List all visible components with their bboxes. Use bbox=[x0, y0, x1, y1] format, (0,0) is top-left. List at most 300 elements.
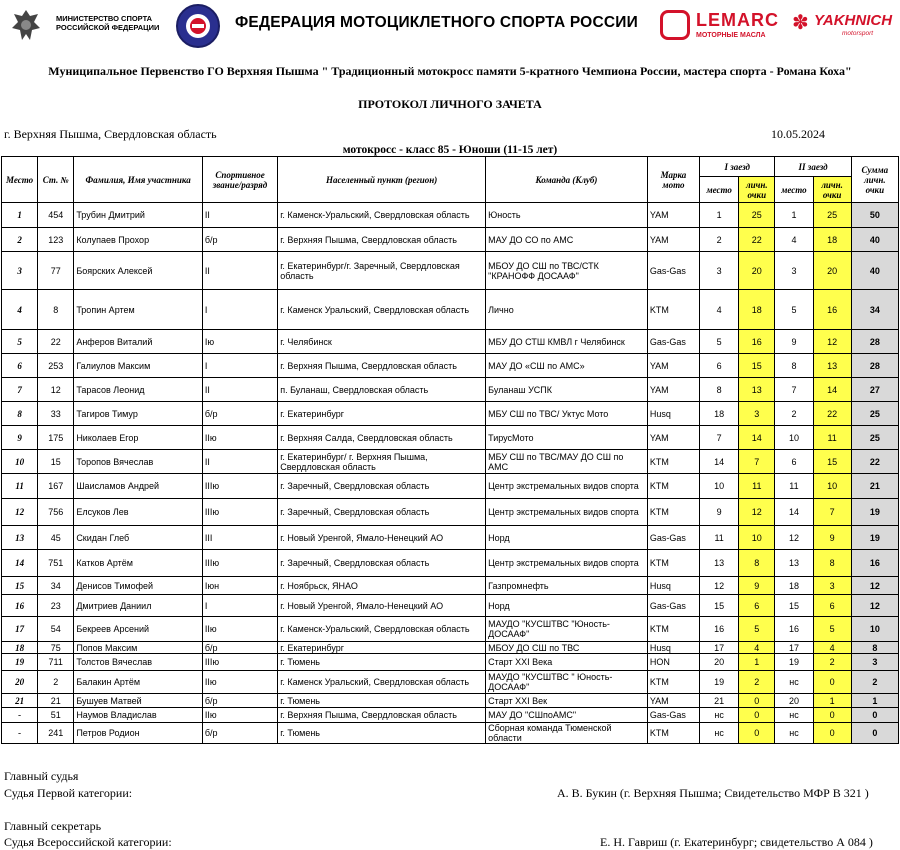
row-race1-pts: 0 bbox=[739, 694, 775, 708]
row-rank: II bbox=[202, 378, 277, 402]
row-number: 75 bbox=[38, 642, 74, 654]
row-sum: 8 bbox=[851, 642, 898, 654]
row-city: г. Верхняя Пышма, Свердловская область bbox=[278, 228, 486, 252]
row-race1-pts: 16 bbox=[739, 330, 775, 354]
row-team: Норд bbox=[486, 595, 648, 617]
row-name: Анферов Виталий bbox=[74, 330, 203, 354]
row-rank: IIю bbox=[202, 617, 277, 642]
row-bike: Husq bbox=[647, 577, 699, 595]
row-city: г. Екатеринбург/г. Заречный, Свердловская область bbox=[278, 252, 486, 290]
row-race1-pts: 2 bbox=[739, 671, 775, 694]
table-row bbox=[2, 474, 899, 499]
row-name: Наумов Владислав bbox=[74, 708, 203, 723]
row-race1-pos: нс bbox=[700, 723, 739, 744]
row-number: 167 bbox=[38, 474, 74, 499]
row-team: МБУ ДО СТШ КМВЛ г Челябинск bbox=[486, 330, 648, 354]
row-bike: KTM bbox=[647, 550, 699, 577]
row-race1-pos: 16 bbox=[700, 617, 739, 642]
event-date: 10.05.2024 bbox=[771, 127, 825, 141]
row-race1-pts: 22 bbox=[739, 228, 775, 252]
row-team: Старт XXI Век bbox=[486, 694, 648, 708]
row-bike: YAM bbox=[647, 228, 699, 252]
row-name: Тагиров Тимур bbox=[74, 402, 203, 426]
row-place: 21 bbox=[2, 694, 38, 708]
table-row bbox=[2, 723, 899, 744]
row-sum: 50 bbox=[851, 203, 898, 228]
row-bike: KTM bbox=[647, 617, 699, 642]
secretary-name: Е. Н. Гавриш (г. Екатеринбург; свидетельство А 084 ) bbox=[600, 835, 873, 849]
row-race2-pts: 9 bbox=[813, 526, 851, 550]
row-name: Балакин Артём bbox=[74, 671, 203, 694]
row-number: 23 bbox=[38, 595, 74, 617]
row-city: г. Новый Уренгой, Ямало-Ненецкий АО bbox=[278, 595, 486, 617]
chief-judge-title: Главный судья bbox=[4, 769, 79, 783]
row-number: 34 bbox=[38, 577, 74, 595]
row-place: 19 bbox=[2, 654, 38, 671]
federation-logo-icon bbox=[176, 4, 220, 48]
row-race2-pts: 20 bbox=[813, 252, 851, 290]
row-city: г. Тюмень bbox=[278, 654, 486, 671]
row-race2-pts: 5 bbox=[813, 617, 851, 642]
row-city: г. Заречный, Свердловская область bbox=[278, 499, 486, 526]
table-row bbox=[2, 577, 899, 595]
row-rank: Iю bbox=[202, 330, 277, 354]
row-race1-pts: 5 bbox=[739, 617, 775, 642]
row-bike: KTM bbox=[647, 671, 699, 694]
col-header-number: Ст. № bbox=[38, 157, 74, 203]
table-row bbox=[2, 499, 899, 526]
row-sum: 19 bbox=[851, 499, 898, 526]
row-place: 1 bbox=[2, 203, 38, 228]
row-race1-pts: 11 bbox=[739, 474, 775, 499]
row-bike: Husq bbox=[647, 642, 699, 654]
row-number: 123 bbox=[38, 228, 74, 252]
lemarc-wordmark: LEMARC bbox=[696, 10, 779, 30]
row-place: 18 bbox=[2, 642, 38, 654]
row-team: МАУДО "КУСШТВС " Юность-ДОСААФ" bbox=[486, 671, 648, 694]
table-row bbox=[2, 402, 899, 426]
row-place: 14 bbox=[2, 550, 38, 577]
row-race1-pts: 13 bbox=[739, 378, 775, 402]
row-race2-pos: 8 bbox=[775, 354, 813, 378]
row-name: Денисов Тимофей bbox=[74, 577, 203, 595]
row-number: 2 bbox=[38, 671, 74, 694]
row-race1-pts: 4 bbox=[739, 642, 775, 654]
row-city: г. Заречный, Свердловская область bbox=[278, 550, 486, 577]
yakhnich-mark-icon: ✽ bbox=[792, 12, 809, 34]
col-header-rank: Спортивное звание/разряд bbox=[202, 157, 277, 203]
results-table bbox=[1, 156, 899, 744]
row-city: г. Тюмень bbox=[278, 694, 486, 708]
row-name: Шаисламов Андрей bbox=[74, 474, 203, 499]
row-bike: Gas-Gas bbox=[647, 330, 699, 354]
row-race1-pts: 15 bbox=[739, 354, 775, 378]
row-team: ТирусМото bbox=[486, 426, 648, 450]
row-city: г. Тюмень bbox=[278, 723, 486, 744]
row-race2-pos: 16 bbox=[775, 617, 813, 642]
table-row bbox=[2, 526, 899, 550]
row-race2-pos: 13 bbox=[775, 550, 813, 577]
row-name: Торопов Вячеслав bbox=[74, 450, 203, 474]
row-name: Трубин Дмитрий bbox=[74, 203, 203, 228]
row-team: Норд bbox=[486, 526, 648, 550]
row-sum: 0 bbox=[851, 708, 898, 723]
row-rank: IIю bbox=[202, 671, 277, 694]
row-sum: 27 bbox=[851, 378, 898, 402]
row-team: МБОУ ДО СШ по ТВС bbox=[486, 642, 648, 654]
row-place: 6 bbox=[2, 354, 38, 378]
row-sum: 28 bbox=[851, 330, 898, 354]
row-place: 8 bbox=[2, 402, 38, 426]
row-name: Петров Родион bbox=[74, 723, 203, 744]
col-header-name: Фамилия, Имя участника bbox=[74, 157, 203, 203]
row-race1-pts: 12 bbox=[739, 499, 775, 526]
row-race2-pos: 12 bbox=[775, 526, 813, 550]
row-sum: 40 bbox=[851, 252, 898, 290]
row-race1-pts: 25 bbox=[739, 203, 775, 228]
row-rank: б/р bbox=[202, 723, 277, 744]
row-bike: Gas-Gas bbox=[647, 708, 699, 723]
row-bike: Gas-Gas bbox=[647, 252, 699, 290]
row-race1-pts: 0 bbox=[739, 708, 775, 723]
col-header-race2-pos: место bbox=[775, 177, 813, 203]
row-race2-pts: 14 bbox=[813, 378, 851, 402]
row-number: 756 bbox=[38, 499, 74, 526]
row-race1-pos: 2 bbox=[700, 228, 739, 252]
row-race1-pos: 6 bbox=[700, 354, 739, 378]
row-place: 7 bbox=[2, 378, 38, 402]
row-number: 15 bbox=[38, 450, 74, 474]
row-place: 11 bbox=[2, 474, 38, 499]
row-city: г. Екатеринбург/ г. Верхняя Пышма, Свердловская область bbox=[278, 450, 486, 474]
chief-judge-name: А. В. Букин (г. Верхняя Пышма; Свидетельство МФР В 321 ) bbox=[557, 786, 869, 800]
row-rank: б/р bbox=[202, 228, 277, 252]
row-race2-pts: 7 bbox=[813, 499, 851, 526]
row-race2-pts: 1 bbox=[813, 694, 851, 708]
row-sum: 19 bbox=[851, 526, 898, 550]
lemarc-mark-icon bbox=[660, 10, 690, 40]
chief-judge-category: Судья Первой категории: bbox=[4, 786, 133, 800]
row-race1-pos: 4 bbox=[700, 290, 739, 330]
table-row bbox=[2, 354, 899, 378]
row-place: 10 bbox=[2, 450, 38, 474]
row-bike: HON bbox=[647, 654, 699, 671]
row-sum: 25 bbox=[851, 402, 898, 426]
row-race2-pos: 1 bbox=[775, 203, 813, 228]
row-bike: KTM bbox=[647, 450, 699, 474]
row-place: 20 bbox=[2, 671, 38, 694]
row-number: 12 bbox=[38, 378, 74, 402]
row-race1-pts: 6 bbox=[739, 595, 775, 617]
row-number: 22 bbox=[38, 330, 74, 354]
row-race2-pos: 20 bbox=[775, 694, 813, 708]
table-row bbox=[2, 252, 899, 290]
table-row bbox=[2, 708, 899, 723]
row-city: г. Верхняя Пышма, Свердловская область bbox=[278, 708, 486, 723]
row-team: Центр экстремальных видов спорта bbox=[486, 474, 648, 499]
row-race1-pos: 12 bbox=[700, 577, 739, 595]
row-city: г. Екатеринбург bbox=[278, 402, 486, 426]
row-city: г. Екатеринбург bbox=[278, 642, 486, 654]
row-race1-pts: 18 bbox=[739, 290, 775, 330]
row-name: Боярских Алексей bbox=[74, 252, 203, 290]
row-bike: YAM bbox=[647, 354, 699, 378]
row-team: Газпромнефть bbox=[486, 577, 648, 595]
row-team: Центр экстремальных видов спорта bbox=[486, 550, 648, 577]
row-race2-pts: 12 bbox=[813, 330, 851, 354]
row-race2-pts: 8 bbox=[813, 550, 851, 577]
col-header-team: Команда (Клуб) bbox=[486, 157, 648, 203]
row-city: г. Новый Уренгой, Ямало-Ненецкий АО bbox=[278, 526, 486, 550]
row-team: МАУ ДО СО по АМС bbox=[486, 228, 648, 252]
row-bike: KTM bbox=[647, 474, 699, 499]
row-bike: Husq bbox=[647, 402, 699, 426]
row-race1-pos: нс bbox=[700, 708, 739, 723]
row-team: МАУ ДО «СШ по АМС» bbox=[486, 354, 648, 378]
row-race1-pts: 9 bbox=[739, 577, 775, 595]
row-place: 16 bbox=[2, 595, 38, 617]
row-name: Дмитриев Даниил bbox=[74, 595, 203, 617]
row-name: Бекреев Арсений bbox=[74, 617, 203, 642]
table-row bbox=[2, 617, 899, 642]
event-title: Муниципальное Первенство ГО Верхняя Пышма " Традиционный мотокросс памяти 5-кратного Чемпиона России, мастера спорта - Романа Коха" bbox=[48, 64, 852, 78]
results-body bbox=[2, 203, 899, 744]
row-team: МБОУ ДО СШ по ТВС/СТК "КРАНОФФ ДОСААФ" bbox=[486, 252, 648, 290]
yakhnich-wordmark: YAKHNICH bbox=[814, 12, 893, 29]
row-team: Лично bbox=[486, 290, 648, 330]
table-row bbox=[2, 642, 899, 654]
row-name: Николаев Егор bbox=[74, 426, 203, 450]
row-race1-pos: 21 bbox=[700, 694, 739, 708]
row-bike: Gas-Gas bbox=[647, 526, 699, 550]
row-sum: 16 bbox=[851, 550, 898, 577]
row-city: г. Ноябрьск, ЯНАО bbox=[278, 577, 486, 595]
row-rank: II bbox=[202, 252, 277, 290]
row-sum: 25 bbox=[851, 426, 898, 450]
col-header-place: Место bbox=[2, 157, 38, 203]
row-rank: II bbox=[202, 203, 277, 228]
row-race2-pos: 14 bbox=[775, 499, 813, 526]
col-header-city: Населенный пункт (регион) bbox=[278, 157, 486, 203]
row-number: 45 bbox=[38, 526, 74, 550]
row-sum: 12 bbox=[851, 595, 898, 617]
row-name: Галиулов Максим bbox=[74, 354, 203, 378]
row-race2-pos: нс bbox=[775, 671, 813, 694]
row-name: Бушуев Матвей bbox=[74, 694, 203, 708]
row-sum: 40 bbox=[851, 228, 898, 252]
row-name: Скидан Глеб bbox=[74, 526, 203, 550]
lemarc-logo bbox=[660, 10, 778, 40]
row-place: - bbox=[2, 723, 38, 744]
row-place: 12 bbox=[2, 499, 38, 526]
row-race1-pos: 5 bbox=[700, 330, 739, 354]
row-city: г. Каменск Уральский, Свердловская область bbox=[278, 290, 486, 330]
row-sum: 28 bbox=[851, 354, 898, 378]
document-title: ПРОТОКОЛ ЛИЧНОГО ЗАЧЕТА bbox=[358, 97, 542, 111]
row-city: г. Заречный, Свердловская область bbox=[278, 474, 486, 499]
row-race1-pos: 10 bbox=[700, 474, 739, 499]
class-title: мотокросс - класс 85 - Юноши (11-15 лет) bbox=[342, 144, 558, 156]
row-race1-pts: 3 bbox=[739, 402, 775, 426]
row-rank: I bbox=[202, 354, 277, 378]
row-race1-pos: 15 bbox=[700, 595, 739, 617]
row-bike: YAM bbox=[647, 378, 699, 402]
row-race2-pts: 6 bbox=[813, 595, 851, 617]
row-number: 51 bbox=[38, 708, 74, 723]
row-city: г. Верхняя Пышма, Свердловская область bbox=[278, 354, 486, 378]
row-race2-pos: 19 bbox=[775, 654, 813, 671]
row-number: 175 bbox=[38, 426, 74, 450]
table-row bbox=[2, 450, 899, 474]
row-rank: I bbox=[202, 290, 277, 330]
row-rank: III bbox=[202, 526, 277, 550]
col-header-race2-pts: личн. очки bbox=[813, 177, 851, 203]
row-place: 3 bbox=[2, 252, 38, 290]
row-sum: 10 bbox=[851, 617, 898, 642]
row-name: Толстов Вячеслав bbox=[74, 654, 203, 671]
row-rank: б/р bbox=[202, 694, 277, 708]
row-team: МБУ СШ по ТВС/ Уктус Мото bbox=[486, 402, 648, 426]
row-team: МАУ ДО "СШпоАМС" bbox=[486, 708, 648, 723]
row-race1-pos: 14 bbox=[700, 450, 739, 474]
row-race2-pts: 0 bbox=[813, 671, 851, 694]
row-team: МБУ СШ по ТВС/МАУ ДО СШ по АМС bbox=[486, 450, 648, 474]
col-header-race2: II заезд bbox=[775, 157, 851, 177]
table-row bbox=[2, 203, 899, 228]
table-header-row bbox=[2, 157, 899, 177]
row-race1-pos: 1 bbox=[700, 203, 739, 228]
table-row bbox=[2, 595, 899, 617]
row-race2-pos: 3 bbox=[775, 252, 813, 290]
table-row bbox=[2, 426, 899, 450]
col-header-sum: Сумма личн. очки bbox=[851, 157, 898, 203]
col-header-bike: Марка мото bbox=[647, 157, 699, 203]
row-number: 751 bbox=[38, 550, 74, 577]
secretary-title: Главный секретарь bbox=[4, 819, 102, 833]
row-race1-pts: 8 bbox=[739, 550, 775, 577]
row-race2-pos: 18 bbox=[775, 577, 813, 595]
row-number: 77 bbox=[38, 252, 74, 290]
row-rank: II bbox=[202, 450, 277, 474]
row-rank: IIю bbox=[202, 708, 277, 723]
row-name: Елсуков Лев bbox=[74, 499, 203, 526]
col-header-race1-pts: личн. очки bbox=[739, 177, 775, 203]
row-bike: KTM bbox=[647, 499, 699, 526]
row-place: 13 bbox=[2, 526, 38, 550]
row-race2-pos: 5 bbox=[775, 290, 813, 330]
row-place: 5 bbox=[2, 330, 38, 354]
row-race2-pts: 25 bbox=[813, 203, 851, 228]
row-race2-pts: 22 bbox=[813, 402, 851, 426]
row-race2-pts: 10 bbox=[813, 474, 851, 499]
row-sum: 12 bbox=[851, 577, 898, 595]
row-team: Старт XXI Века bbox=[486, 654, 648, 671]
row-race2-pts: 18 bbox=[813, 228, 851, 252]
row-number: 54 bbox=[38, 617, 74, 642]
row-rank: IIIю bbox=[202, 499, 277, 526]
row-bike: KTM bbox=[647, 290, 699, 330]
table-row bbox=[2, 694, 899, 708]
col-header-race1: I заезд bbox=[700, 157, 775, 177]
row-rank: б/р bbox=[202, 402, 277, 426]
ministry-label: МИНИСТЕРСТВО СПОРТА РОССИЙСКОЙ ФЕДЕРАЦИИ bbox=[56, 14, 160, 32]
row-team: МАУДО "КУСШТВС "Юность-ДОСААФ" bbox=[486, 617, 648, 642]
row-rank: IIIю bbox=[202, 550, 277, 577]
row-name: Попов Максим bbox=[74, 642, 203, 654]
row-race2-pts: 13 bbox=[813, 354, 851, 378]
row-race2-pos: 11 bbox=[775, 474, 813, 499]
row-team: Центр экстремальных видов спорта bbox=[486, 499, 648, 526]
row-bike: KTM bbox=[647, 723, 699, 744]
row-race1-pts: 7 bbox=[739, 450, 775, 474]
row-race2-pts: 16 bbox=[813, 290, 851, 330]
secretary-category: Судья Всероссийской категории: bbox=[4, 835, 172, 849]
row-rank: Iюн bbox=[202, 577, 277, 595]
row-name: Тропин Артем bbox=[74, 290, 203, 330]
row-sum: 34 bbox=[851, 290, 898, 330]
table-row bbox=[2, 290, 899, 330]
row-race2-pts: 0 bbox=[813, 723, 851, 744]
yakhnich-logo bbox=[792, 10, 897, 44]
row-race2-pos: 4 bbox=[775, 228, 813, 252]
row-city: г. Каменск Уральский, Свердловская область bbox=[278, 671, 486, 694]
row-number: 241 bbox=[38, 723, 74, 744]
row-sum: 2 bbox=[851, 671, 898, 694]
row-race2-pts: 11 bbox=[813, 426, 851, 450]
row-bike: YAM bbox=[647, 426, 699, 450]
row-race2-pts: 4 bbox=[813, 642, 851, 654]
row-race2-pos: нс bbox=[775, 708, 813, 723]
row-city: г. Каменск-Уральский, Свердловская область bbox=[278, 617, 486, 642]
row-race1-pos: 18 bbox=[700, 402, 739, 426]
row-place: - bbox=[2, 708, 38, 723]
row-race1-pts: 14 bbox=[739, 426, 775, 450]
lemarc-subtitle: МОТОРНЫЕ МАСЛА bbox=[696, 32, 766, 39]
row-bike: YAM bbox=[647, 203, 699, 228]
row-number: 21 bbox=[38, 694, 74, 708]
row-city: г. Верхняя Салда, Свердловская область bbox=[278, 426, 486, 450]
row-sum: 22 bbox=[851, 450, 898, 474]
row-race2-pos: 17 bbox=[775, 642, 813, 654]
row-race1-pos: 9 bbox=[700, 499, 739, 526]
row-bike: Gas-Gas bbox=[647, 595, 699, 617]
row-place: 15 bbox=[2, 577, 38, 595]
row-race1-pos: 17 bbox=[700, 642, 739, 654]
row-race2-pos: 2 bbox=[775, 402, 813, 426]
ministry-emblem-icon bbox=[4, 4, 48, 48]
table-row bbox=[2, 654, 899, 671]
row-race2-pos: 6 bbox=[775, 450, 813, 474]
row-place: 9 bbox=[2, 426, 38, 450]
row-place: 4 bbox=[2, 290, 38, 330]
row-number: 33 bbox=[38, 402, 74, 426]
row-race1-pos: 20 bbox=[700, 654, 739, 671]
row-race1-pos: 11 bbox=[700, 526, 739, 550]
row-city: г. Каменск-Уральский, Свердловская область bbox=[278, 203, 486, 228]
page-header bbox=[0, 0, 900, 52]
event-location: г. Верхняя Пышма, Свердловская область bbox=[4, 127, 217, 141]
row-number: 454 bbox=[38, 203, 74, 228]
federation-title: ФЕДЕРАЦИЯ МОТОЦИКЛЕТНОГО СПОРТА РОССИИ bbox=[235, 14, 638, 31]
row-race1-pos: 13 bbox=[700, 550, 739, 577]
row-race2-pts: 2 bbox=[813, 654, 851, 671]
row-bike: YAM bbox=[647, 694, 699, 708]
row-race2-pos: нс bbox=[775, 723, 813, 744]
row-number: 8 bbox=[38, 290, 74, 330]
table-row bbox=[2, 671, 899, 694]
row-city: п. Буланаш, Свердловская область bbox=[278, 378, 486, 402]
row-race1-pos: 19 bbox=[700, 671, 739, 694]
